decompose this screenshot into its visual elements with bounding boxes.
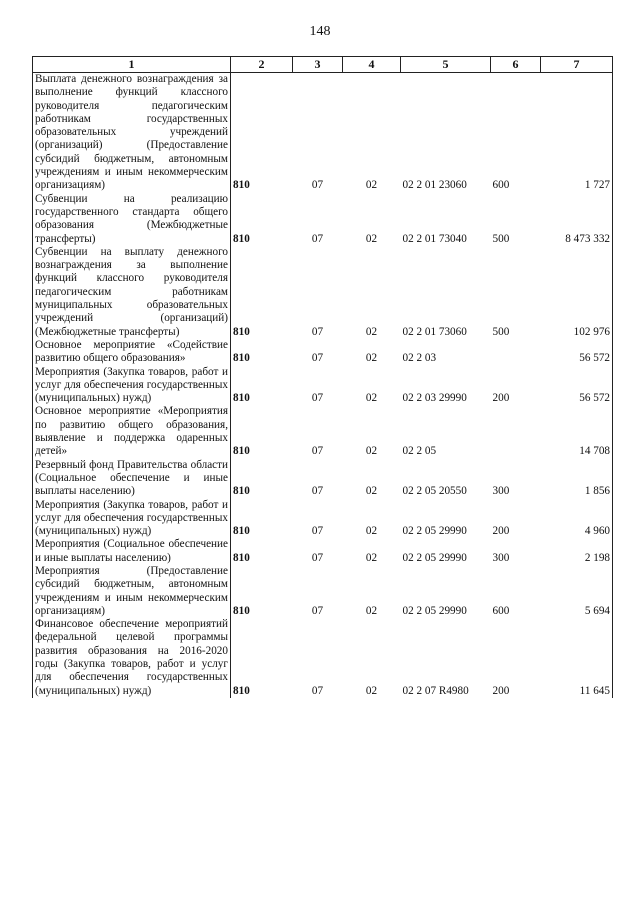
row-code-target: 02 2 05 bbox=[402, 445, 437, 458]
row-code-subsection: 02 bbox=[365, 684, 378, 697]
row-name: Выплата денежного вознаграждения за выполнение функций классного руководителя педагогическим работникам государственных образовательных учреждений (организаций) (Предоставление субсидий бюджетным, автономным учреждениям и иным некоммерческим организациям) bbox=[33, 73, 231, 193]
row-code-subsection: 02 bbox=[365, 604, 378, 617]
table-row bbox=[33, 459, 613, 499]
row-amount: 2 198 bbox=[541, 538, 613, 565]
row-amount: 8 473 332 bbox=[541, 193, 613, 246]
row-code-ministry: 810 bbox=[233, 232, 250, 245]
row-code-subsection: 02 bbox=[365, 179, 378, 192]
budget-table bbox=[32, 56, 613, 698]
row-code-target: 02 2 05 29990 bbox=[402, 551, 467, 564]
row-amount: 56 572 bbox=[541, 339, 613, 366]
row-code-expense-type: 200 bbox=[492, 392, 510, 405]
row-amount: 1 727 bbox=[541, 73, 613, 193]
row-code-expense-type: 200 bbox=[492, 525, 510, 538]
row-code-target: 02 2 01 73040 bbox=[402, 232, 467, 245]
row-code-ministry: 810 bbox=[233, 485, 250, 498]
row-code-section: 07 bbox=[311, 232, 324, 245]
row-code-ministry: 810 bbox=[233, 445, 250, 458]
row-code-section: 07 bbox=[311, 325, 324, 338]
row-code-target: 02 2 07 R4980 bbox=[402, 684, 469, 697]
row-code-expense-type: 600 bbox=[492, 604, 510, 617]
table-row bbox=[33, 618, 613, 698]
row-code-expense-type: 600 bbox=[492, 179, 510, 192]
row-code-subsection: 02 bbox=[365, 445, 378, 458]
row-code-expense-type: 500 bbox=[492, 232, 510, 245]
row-code-ministry: 810 bbox=[233, 325, 250, 338]
row-name: Резервный фонд Правительства области (Социальное обеспечение и иные выплаты населению) bbox=[33, 459, 231, 499]
row-code-section: 07 bbox=[311, 551, 324, 564]
row-amount: 11 645 bbox=[541, 618, 613, 698]
row-amount: 1 856 bbox=[541, 459, 613, 499]
row-code-section: 07 bbox=[311, 684, 324, 697]
row-code-subsection: 02 bbox=[365, 485, 378, 498]
row-amount: 4 960 bbox=[541, 499, 613, 539]
table-header-row bbox=[33, 57, 613, 73]
row-code-ministry: 810 bbox=[233, 684, 250, 697]
row-code-expense-type: 500 bbox=[492, 325, 510, 338]
row-name: Основное мероприятие «Содействие развитию общего образования» bbox=[33, 339, 231, 366]
row-code-ministry: 810 bbox=[233, 179, 250, 192]
row-code-subsection: 02 bbox=[365, 232, 378, 245]
row-name: Мероприятия (Предоставление субсидий бюджетным, автономным учреждениям и иным некоммерческим организациям) bbox=[33, 565, 231, 618]
page-number: 148 bbox=[309, 24, 331, 39]
row-amount: 56 572 bbox=[541, 366, 613, 406]
header-col-7: 7 bbox=[541, 57, 613, 73]
row-code-target: 02 2 03 bbox=[402, 352, 437, 365]
row-code-subsection: 02 bbox=[365, 551, 378, 564]
row-code-section: 07 bbox=[311, 445, 324, 458]
row-code-subsection: 02 bbox=[365, 392, 378, 405]
table-row bbox=[33, 499, 613, 539]
row-name: Финансовое обеспечение мероприятий федеральной целевой программы развития образования на 2016-2020 годы (Закупка товаров, работ и услуг для обеспечения государственных (муниципальных) нужд) bbox=[33, 618, 231, 698]
row-amount: 102 976 bbox=[541, 246, 613, 339]
row-code-expense-type bbox=[491, 339, 541, 366]
header-col-6: 6 bbox=[491, 57, 541, 73]
row-name: Субвенции на реализацию государственного стандарта общего образования (Межбюджетные трансферты) bbox=[33, 193, 231, 246]
row-name: Мероприятия (Закупка товаров, работ и услуг для обеспечения государственных (муниципальных) нужд) bbox=[33, 499, 231, 539]
table-row bbox=[33, 73, 613, 193]
row-code-ministry: 810 bbox=[233, 525, 250, 538]
row-code-target: 02 2 05 29990 bbox=[402, 525, 467, 538]
row-code-target: 02 2 01 73060 bbox=[402, 325, 467, 338]
row-code-section: 07 bbox=[311, 179, 324, 192]
header-col-5: 5 bbox=[401, 57, 491, 73]
table-row bbox=[33, 339, 613, 366]
row-code-target: 02 2 03 29990 bbox=[402, 392, 467, 405]
row-name: Субвенции на выплату денежного вознаграждения за выполнение функций классного руководителя педагогическим работникам муниципальных образовательных учреждений (организаций) (Межбюджетные трансферты) bbox=[33, 246, 231, 339]
header-col-4: 4 bbox=[343, 57, 401, 73]
row-code-expense-type: 300 bbox=[492, 551, 510, 564]
row-code-target: 02 2 05 20550 bbox=[402, 485, 467, 498]
header-col-2: 2 bbox=[231, 57, 293, 73]
row-code-subsection: 02 bbox=[365, 352, 378, 365]
row-amount: 14 708 bbox=[541, 405, 613, 458]
row-code-section: 07 bbox=[311, 525, 324, 538]
table-row bbox=[33, 246, 613, 339]
row-name: Мероприятия (Закупка товаров, работ и услуг для обеспечения государственных (муниципальных) нужд) bbox=[33, 366, 231, 406]
row-code-section: 07 bbox=[311, 352, 324, 365]
row-code-ministry: 810 bbox=[233, 604, 250, 617]
table-row bbox=[33, 405, 613, 458]
row-amount: 5 694 bbox=[541, 565, 613, 618]
row-name: Основное мероприятие «Мероприятия по развитию общего образования, выявление и поддержка одаренных детей» bbox=[33, 405, 231, 458]
row-code-expense-type: 300 bbox=[492, 485, 510, 498]
table-row bbox=[33, 366, 613, 406]
header-col-1: 1 bbox=[33, 57, 231, 73]
header-col-3: 3 bbox=[293, 57, 343, 73]
row-name: Мероприятия (Социальное обеспечение и иные выплаты населению) bbox=[33, 538, 231, 565]
row-code-target: 02 2 01 23060 bbox=[402, 179, 467, 192]
table-row bbox=[33, 538, 613, 565]
row-code-section: 07 bbox=[311, 604, 324, 617]
row-code-section: 07 bbox=[311, 392, 324, 405]
row-code-section: 07 bbox=[311, 485, 324, 498]
row-code-expense-type bbox=[491, 405, 541, 458]
row-code-ministry: 810 bbox=[233, 551, 250, 564]
row-code-ministry: 810 bbox=[233, 392, 250, 405]
row-code-subsection: 02 bbox=[365, 325, 378, 338]
row-code-ministry: 810 bbox=[233, 352, 250, 365]
row-code-expense-type: 200 bbox=[492, 684, 510, 697]
table-row bbox=[33, 565, 613, 618]
row-code-subsection: 02 bbox=[365, 525, 378, 538]
table-row bbox=[33, 193, 613, 246]
row-code-target: 02 2 05 29990 bbox=[402, 604, 467, 617]
